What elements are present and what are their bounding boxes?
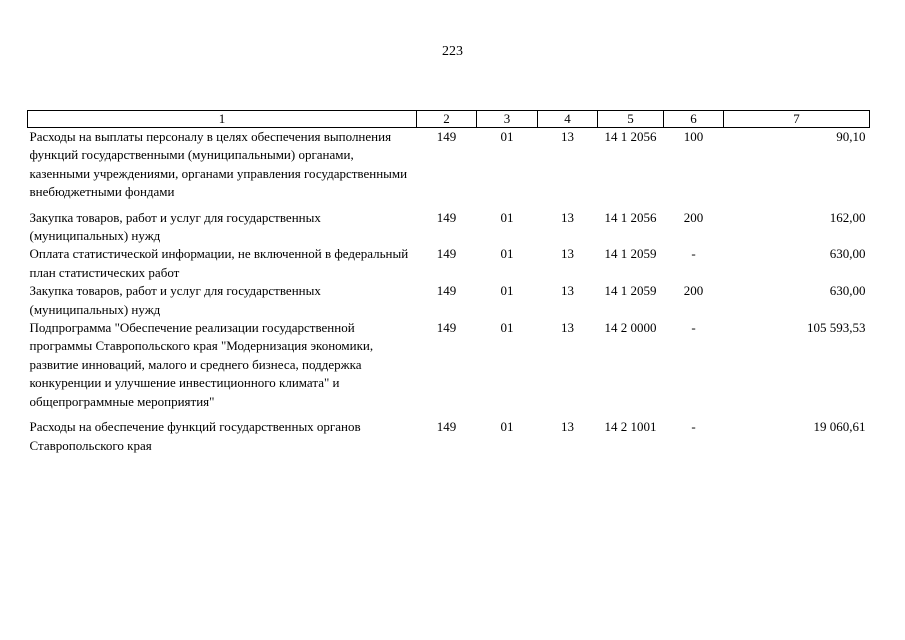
column-header-6: 6 bbox=[664, 111, 724, 128]
budget-table bbox=[27, 110, 870, 455]
column-header-7: 7 bbox=[724, 111, 870, 128]
column-header-1: 1 bbox=[28, 111, 417, 128]
row-col-7: 162,00 bbox=[829, 209, 866, 225]
row-col-6: 200 bbox=[683, 283, 704, 299]
row-col-6: 100 bbox=[683, 129, 704, 144]
row-col-2: 149 bbox=[436, 320, 457, 336]
row-col-2: 149 bbox=[436, 246, 457, 262]
row-col-6: 200 bbox=[683, 209, 704, 225]
table-row bbox=[28, 209, 870, 246]
row-col-4: 13 bbox=[561, 209, 574, 225]
table-header-row bbox=[28, 111, 870, 128]
row-col-2: 149 bbox=[436, 209, 457, 225]
row-col-3: 01 bbox=[500, 320, 514, 336]
table-row bbox=[28, 418, 870, 455]
row-name: Подпрограмма "Обеспечение реализации государственной программы Ставропольского края "Модернизация экономики, развитие инноваций, малого и среднего бизнеса, поддержка конкуренции и улучшение инвестиционного климата" и общепрограммные мероприятия" bbox=[29, 320, 374, 409]
row-col-2: 149 bbox=[436, 283, 457, 299]
row-col-5: 14 1 2056 bbox=[604, 209, 657, 225]
table-row bbox=[28, 319, 870, 418]
row-col-7: 630,00 bbox=[829, 283, 866, 299]
row-col-5: 14 1 2056 bbox=[604, 129, 657, 144]
table-row bbox=[28, 245, 870, 282]
column-header-4: 4 bbox=[538, 111, 598, 128]
row-col-3: 01 bbox=[500, 419, 514, 435]
row-col-6: - bbox=[691, 320, 696, 336]
row-col-5: 14 1 2059 bbox=[604, 283, 657, 299]
row-col-6: - bbox=[691, 419, 696, 435]
row-col-7: 630,00 bbox=[829, 246, 866, 262]
row-col-3: 01 bbox=[500, 283, 514, 299]
row-col-5: 14 2 1001 bbox=[604, 419, 657, 435]
table-row bbox=[28, 128, 870, 209]
column-header-5: 5 bbox=[598, 111, 664, 128]
row-col-7: 105 593,53 bbox=[807, 320, 866, 336]
page-number: 223 bbox=[442, 44, 463, 59]
row-col-2: 149 bbox=[436, 129, 457, 144]
column-header-2: 2 bbox=[417, 111, 477, 128]
row-col-4: 13 bbox=[561, 283, 574, 299]
row-col-7: 90,10 bbox=[836, 129, 866, 144]
row-col-6: - bbox=[691, 246, 696, 262]
row-col-5: 14 1 2059 bbox=[604, 246, 657, 262]
row-col-7: 19 060,61 bbox=[813, 419, 866, 435]
row-col-3: 01 bbox=[500, 246, 514, 262]
row-name: Оплата статистической информации, не включенной в федеральный план статистических работ bbox=[29, 246, 409, 280]
row-col-4: 13 bbox=[561, 129, 574, 144]
row-col-4: 13 bbox=[561, 419, 574, 435]
row-name: Закупка товаров, работ и услуг для государственных (муниципальных) нужд bbox=[29, 209, 321, 244]
row-col-3: 01 bbox=[500, 209, 514, 225]
row-name: Закупка товаров, работ и услуг для государственных (муниципальных) нужд bbox=[29, 283, 321, 317]
row-name: Расходы на выплаты персоналу в целях обеспечения выполнения функций государственными (муниципальными) органами, казенными учреждениями, органами управления государственными внебюджетными фондами bbox=[29, 129, 408, 200]
row-col-4: 13 bbox=[561, 320, 574, 336]
table-row bbox=[28, 282, 870, 319]
row-col-5: 14 2 0000 bbox=[604, 320, 657, 336]
row-col-3: 01 bbox=[500, 129, 514, 144]
row-col-4: 13 bbox=[561, 246, 574, 262]
row-col-2: 149 bbox=[436, 419, 457, 435]
column-header-3: 3 bbox=[477, 111, 538, 128]
row-name: Расходы на обеспечение функций государственных органов Ставропольского края bbox=[29, 419, 361, 453]
